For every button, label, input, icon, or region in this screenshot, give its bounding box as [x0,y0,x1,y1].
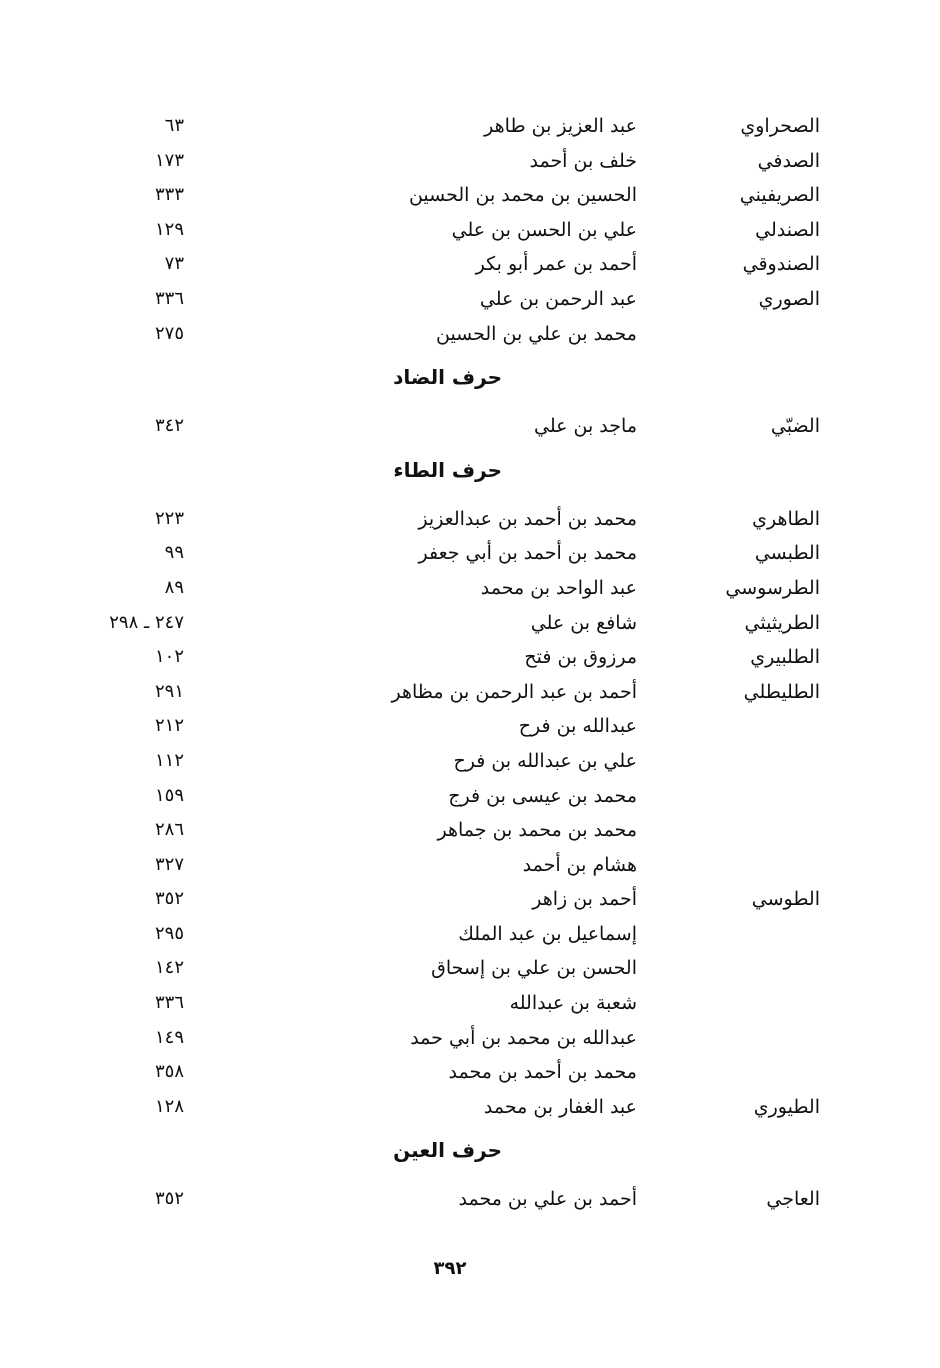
person-name: مرزوق بن فتح [524,646,637,669]
person-name: عبد الواحد بن محمد [480,576,637,599]
index-entry [0,535,940,570]
page-reference: ٣٥٨ [154,1061,184,1083]
letter-section [0,350,940,408]
index-entry [0,847,940,882]
nisba-label: الطاهري [752,507,820,530]
index-entry [0,605,940,640]
index-entry [0,281,940,316]
nisba-label: الصندوقي [742,253,820,276]
page-reference: ٢٨٦ [154,819,184,841]
index-entry [0,143,940,178]
page-reference: ١٢٨ [154,1095,184,1117]
page-number: ٣٩٢ [433,1258,467,1279]
letter-section [0,1123,940,1181]
index-entry [0,708,940,743]
index-entry [0,778,940,813]
index-entry [0,570,940,605]
person-name: علي بن عبدالله بن فرح [453,749,637,772]
letter-heading: حرف العين [393,1138,502,1163]
index-entry [0,812,940,847]
page-reference: ٣٣٣ [154,184,184,206]
index-entry [0,316,940,351]
page-reference: ١٢٩ [154,218,184,240]
nisba-label: الصدفي [757,149,820,172]
person-name: محمد بن محمد بن جماهر [437,819,637,842]
person-name: علي بن الحسن بن علي [451,218,637,241]
index-entry [0,177,940,212]
index-list [0,108,940,1216]
page-reference: ٢١٢ [154,715,184,737]
letter-heading: حرف الضاد [393,365,502,390]
page-reference: ١٠٢ [154,646,184,668]
person-name: أحمد بن زاهر [532,888,637,911]
person-name: هشام بن أحمد [522,853,637,876]
page-reference: ٣٥٢ [154,1188,184,1210]
index-entry [0,743,940,778]
index-entry [0,108,940,143]
index-entry [0,1181,940,1216]
person-name: أحمد بن علي بن محمد [458,1188,637,1211]
nisba-label: الصحراوي [740,115,820,137]
nisba-label: الطليطلي [743,680,820,703]
index-entry [0,501,940,536]
person-name: ماجد بن علي [534,415,637,438]
index-entry [0,1054,940,1089]
person-name: محمد بن أحمد بن عبدالعزيز [418,507,637,530]
page-reference: ٣٥٢ [154,888,184,910]
person-name: أحمد بن عمر أبو بكر [475,253,637,276]
page-reference: ٦٣ [164,115,184,136]
person-name: إسماعيل بن عبد الملك [458,922,637,945]
page-reference: ١٧٣ [154,149,184,171]
index-entry [0,985,940,1020]
person-name: محمد بن علي بن الحسين [435,322,637,345]
person-name: الحسين بن محمد بن الحسين [408,184,637,207]
index-entry [0,1089,940,1124]
nisba-label: الطريثيثي [744,611,820,634]
index-entry [0,212,940,247]
person-name: الحسن بن علي بن إسحاق [431,957,637,980]
index-entry [0,881,940,916]
person-name: محمد بن أحمد بن محمد [448,1061,637,1084]
nisba-label: الصريفيني [739,184,820,207]
nisba-label: الصندلي [755,218,820,241]
page-reference: ٣٣٦ [154,992,184,1014]
person-name: شعبة بن عبدالله [509,992,637,1015]
nisba-label: الطلبيري [750,646,820,669]
index-entry [0,408,940,443]
person-name: عبد الغفار بن محمد [483,1095,637,1118]
nisba-label: الطرسوسي [725,576,820,599]
person-name: محمد بن أحمد بن أبي جعفر [418,542,637,565]
person-name: أحمد بن عبد الرحمن بن مظاهر [391,680,637,703]
page-reference: ١٥٩ [154,784,184,806]
page-reference: ٢٤٧ ـ ٢٩٨ [109,611,184,633]
page-reference: ٩٩ [164,542,184,564]
page-reference: ٢٧٥ [154,322,184,344]
index-entry [0,916,940,951]
index-entry [0,674,940,709]
person-name: محمد بن عيسى بن فرج [448,784,637,807]
index-entry [0,246,940,281]
person-name: خلف بن أحمد [529,149,637,172]
page-reference: ١٤٢ [154,957,184,979]
page-reference: ٣٤٢ [154,415,184,437]
page-reference: ٣٢٧ [154,853,184,875]
nisba-label: العاجي [766,1188,820,1211]
index-entry [0,1020,940,1055]
person-name: عبد العزيز بن طاهر [484,115,637,137]
page-reference: ٢٩٥ [154,922,184,944]
nisba-label: الطبسي [754,542,820,565]
nisba-label: الصوري [758,287,820,310]
page-reference: ١٤٩ [154,1026,184,1048]
index-entry [0,950,940,985]
nisba-label: الطيوري [753,1095,820,1118]
page-reference: ١١٢ [154,749,184,771]
page-reference: ٢٢٣ [154,507,184,529]
page-reference: ٧٣ [164,253,184,275]
page-reference: ٢٩١ [154,680,184,702]
person-name: شافع بن علي [530,611,637,634]
letter-section [0,443,940,501]
person-name: عبدالله بن محمد بن أبي حمد [410,1026,637,1049]
nisba-label: الطوسي [751,888,820,911]
person-name: عبد الرحمن بن علي [479,287,637,310]
nisba-label: الضبّي [770,415,820,438]
page-reference: ٣٣٦ [154,287,184,309]
index-entry [0,639,940,674]
person-name: عبدالله بن فرح [518,715,637,738]
letter-heading: حرف الطاء [393,457,502,482]
page-reference: ٨٩ [164,576,184,598]
